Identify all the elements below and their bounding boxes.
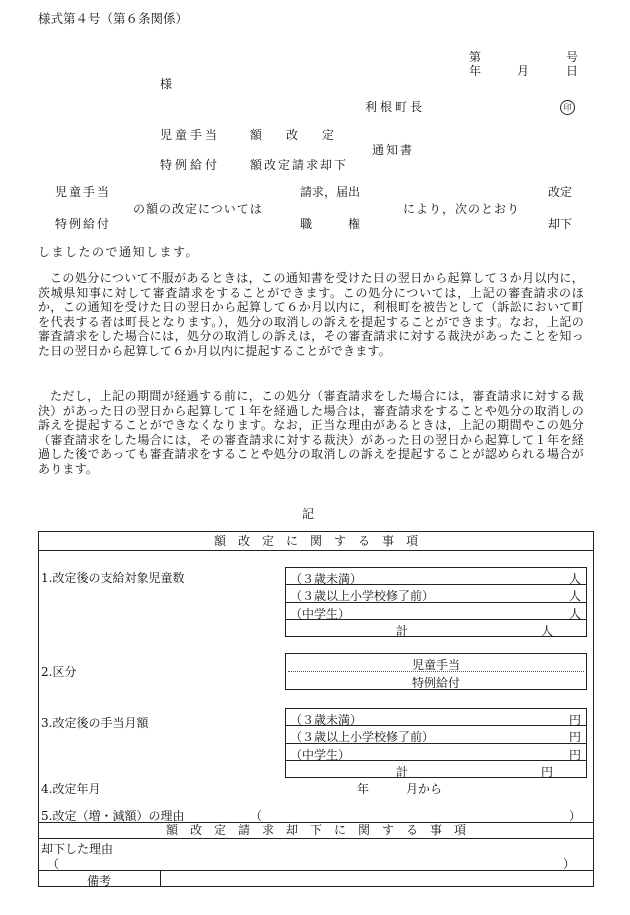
item5-label: 5.改定（増・減額）の理由 (41, 809, 185, 823)
item3-total-unit: 円 (541, 765, 554, 779)
item1-row-elementary: （３歳以上小学校修了前） (290, 589, 435, 603)
sender-name: 利根町長 (365, 100, 426, 114)
item1-row-junior-high: （中学生） (290, 607, 351, 621)
intro-as-follows: により，次のとおり (403, 202, 521, 216)
rejection-paren-close: ） (563, 857, 576, 871)
doc-number-label: 第 (469, 50, 482, 64)
form-number: 様式第４号（第６条関係） (38, 11, 189, 26)
item4-label: 4.改定年月 (41, 782, 101, 796)
seal-mark: 印 (560, 100, 575, 115)
item2-option-special-benefit: 特例給付 (411, 676, 460, 690)
item1-total-unit: 人 (541, 624, 554, 638)
item3-total-label: 計 (396, 765, 409, 779)
item1-label: 1.改定後の支給対象児童数 (41, 571, 185, 585)
intro-revised: 改定 (548, 185, 573, 199)
item1-unit: 人 (569, 589, 582, 603)
item3-unit: 円 (569, 748, 582, 762)
rejection-paren-open: （ (47, 857, 60, 871)
doc-number-suffix: 号 (566, 50, 579, 64)
item2-label: 2.区分 (41, 665, 77, 679)
ki-marker: 記 (302, 507, 315, 521)
item4-year: 年 (357, 782, 370, 796)
title-special-benefit: 特例給付 (160, 158, 221, 172)
item1-unit: 人 (569, 607, 582, 621)
item1-total-label: 計 (396, 624, 409, 638)
intro-child-allowance: 児童手当 (55, 185, 112, 199)
item1-row-under3: （３歳未満） (290, 572, 363, 586)
item1-unit: 人 (569, 572, 582, 586)
title-child-allowance: 児童手当 (160, 128, 221, 142)
title-revision-request-rejection: 額改定請求却下 (250, 158, 349, 172)
title-notice: 通知書 (372, 143, 415, 157)
intro-special-benefit: 特例給付 (55, 217, 112, 231)
item2-option-child-allowance: 児童手当 (411, 658, 460, 672)
rejection-reason-label: 却下した理由 (41, 842, 114, 856)
item3-unit: 円 (569, 730, 582, 744)
section-revision-title: 額 改 定 に 関 す る 事 項 (213, 534, 418, 548)
intro-amount-revision: の額の改定については (133, 202, 263, 216)
item3-unit: 円 (569, 713, 582, 727)
date-year-label: 年 (469, 64, 482, 78)
notice-paragraph-1: この処分について不服があるときは，この通知書を受けた日の翌日から起算して３か月以内に，茨城県知事に対して審査請求をすることができます。この処分については，上記の審査請求のほか，この通知を受けた日の翌日から起算して６か月以内に，利根町を被告として（訴訟において町を代表する者は町長となります。），処分の取消しの訴えを提起することができます。なお，上記の審査請求をした場合には，処分の取消しの訴えは，その審査請求に対する裁決があったことを知った日の翌日から起算して６か月以内に提起することができます。 (38, 271, 584, 358)
recipient-suffix: 様 (160, 77, 173, 91)
item3-row-junior-high: （中学生） (290, 748, 351, 762)
notice-paragraph-2: ただし，上記の期間が経過する前に，この処分（審査請求をした場合には，審査請求に対する裁決）があった日の翌日から起算して１年を経過した場合は，審査請求をすることや処分の取消しの訴えを提起することができなくなります。なお，正当な理由があるときは，上記の期間やこの処分（審査請求をした場合には，その審査請求に対する裁決）があった日の翌日から起算して１年を経過した後であっても審査請求をすることや処分の取消しの訴えを提起することが認められる場合があります。 (38, 389, 584, 476)
item3-label: 3.改定後の手当月額 (41, 716, 149, 730)
intro-rejected: 却下 (548, 217, 573, 231)
item3-row-elementary: （３歳以上小学校修了前） (290, 730, 435, 744)
title-amount-revision: 額 改 定 (250, 128, 335, 142)
date-month-label: 月 (517, 64, 530, 78)
item3-row-under3: （３歳未満） (290, 713, 363, 727)
item5-paren-open: （ (250, 809, 263, 823)
intro-closing: しましたので通知します。 (38, 245, 200, 259)
item5-paren-close: ） (569, 809, 582, 823)
remarks-label: 備考 (86, 874, 111, 888)
intro-request-notification: 請求，届出 (300, 185, 361, 199)
section-rejection-title: 額 改 定 請 求 却 下 に 関 す る 事 項 (165, 823, 466, 837)
date-day-label: 日 (566, 64, 579, 78)
intro-ex-officio: 職 権 (300, 217, 361, 231)
item4-month-from: 月から (406, 782, 443, 796)
